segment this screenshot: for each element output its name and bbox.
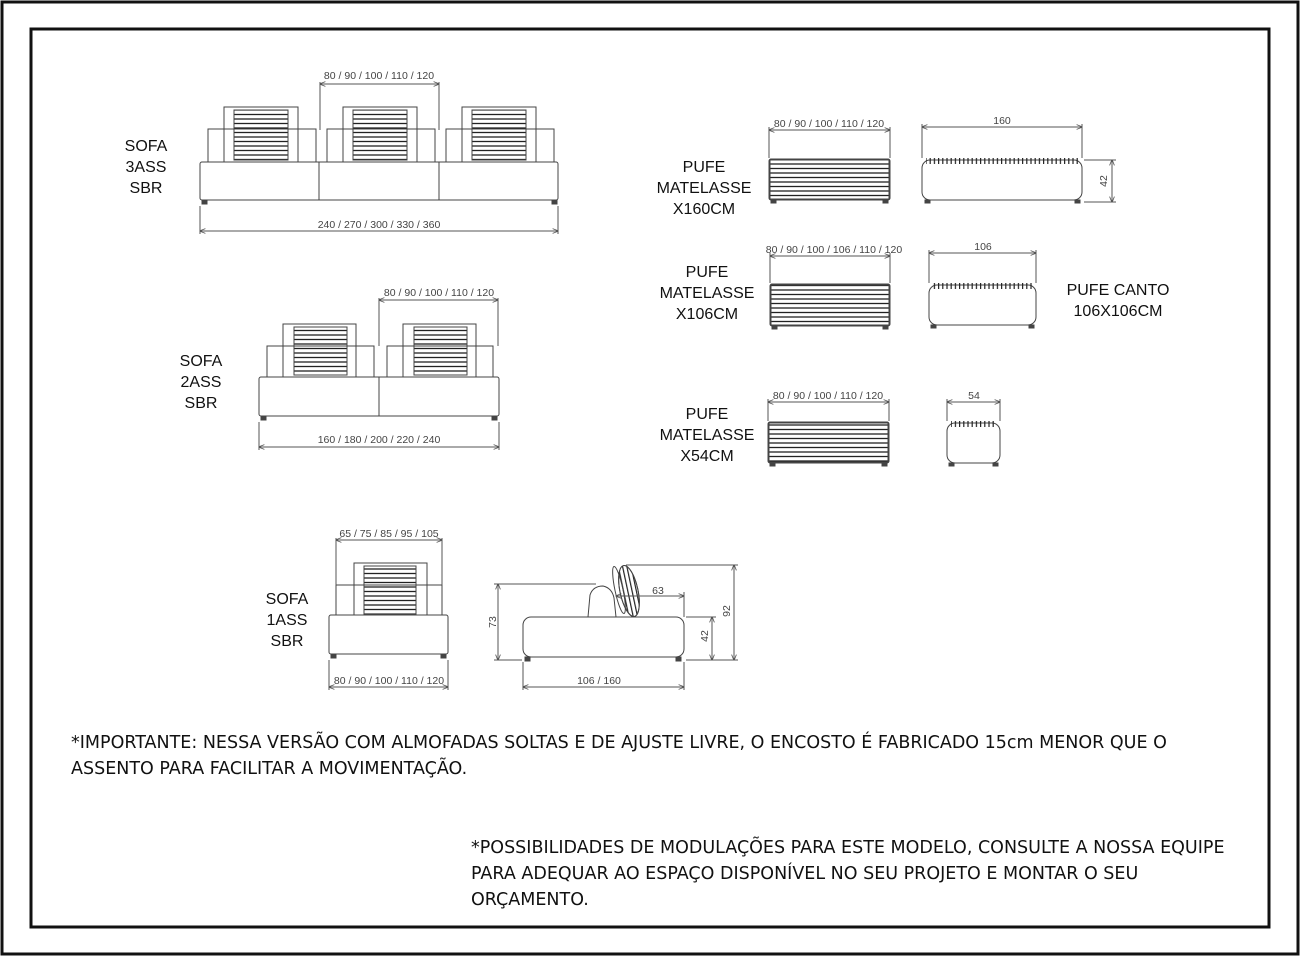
pufe-160-side-view xyxy=(922,158,1082,203)
sofa-2ass-total-dimension: 160 / 180 / 200 / 220 / 240 xyxy=(317,434,441,446)
pufe-canto-label-line-2: 106X106CM xyxy=(1073,303,1163,320)
sofa-side-view-drawing xyxy=(523,564,684,661)
pufe-54-label-line-3: X54CM xyxy=(680,448,734,465)
sofa-3ass-module-dimension: 80 / 90 / 100 / 110 / 120 xyxy=(323,70,435,82)
pufe-106-top-view xyxy=(770,284,890,329)
sofa-1ass-label-line-1: SOFA xyxy=(265,591,309,608)
sofa-2ass-label-line-2: 2ASS xyxy=(180,374,222,391)
sofa-2ass-label-line-3: SBR xyxy=(184,395,218,412)
pufe-160-top-view xyxy=(769,159,890,203)
sofa-1ass-label-line-2: 1ASS xyxy=(266,612,308,629)
pufe-canto-side-view xyxy=(929,283,1036,328)
sofa-2ass-module-dimension: 80 / 90 / 100 / 110 / 120 xyxy=(383,287,495,299)
sofa-side-view-dimensions xyxy=(494,565,738,690)
pufe-54-side-view xyxy=(947,421,1000,466)
pufe-160-side-dimension: 160 xyxy=(993,115,1011,127)
important-note: *IMPORTANTE: NESSA VERSÃO COM ALMOFADAS SOLTAS E DE AJUSTE LIVRE, O ENCOSTO É FABRICADO 15cm MENOR QUE O ASSENTO PARA FACILITAR A MOVIMENTAÇÃO. xyxy=(71,733,1167,779)
pufe-106-label-line-3: X106CM xyxy=(675,306,739,323)
sofa-2ass-label-line-1: SOFA xyxy=(179,353,223,370)
side-view-seat-height-dimension: 42 xyxy=(699,630,711,642)
side-view-total-height-dimension: 92 xyxy=(721,605,733,617)
sofa-3ass-label-line-1: SOFA xyxy=(124,138,168,155)
inner-frame xyxy=(31,29,1269,927)
pufe-106-side-dimension: 106 xyxy=(974,241,992,253)
pufe-160-label-line-2: MATELASSE xyxy=(656,180,752,197)
side-view-depth-dimension: 106 / 160 xyxy=(577,675,621,687)
pufe-160-label-line-1: PUFE xyxy=(682,159,726,176)
pufe-54-top-dimension: 80 / 90 / 100 / 110 / 120 xyxy=(772,390,884,402)
side-view-back-depth-dimension: 63 xyxy=(652,585,664,597)
pufe-106-label-line-2: MATELASSE xyxy=(659,285,755,302)
sofa-1ass-total-dimension: 80 / 90 / 100 / 110 / 120 xyxy=(333,675,445,687)
outer-frame xyxy=(2,2,1298,954)
sofa-3ass-drawing xyxy=(200,107,558,204)
modulation-note: *POSSIBILIDADES DE MODULAÇÕES PARA ESTE MODELO, CONSULTE A NOSSA EQUIPE PARA ADEQUAR AO ESPAÇO DISPONÍVEL NO SEU PROJETO E MONTAR O SEU ORÇAMENTO. xyxy=(471,838,1225,910)
sofa-1ass-module-dimension: 65 / 75 / 85 / 95 / 105 xyxy=(339,528,439,540)
sofa-1ass-drawing xyxy=(329,563,448,658)
sofa-3ass-label-line-2: 3ASS xyxy=(125,159,167,176)
side-view-back-height-dimension: 73 xyxy=(487,616,499,628)
sofa-1ass-label-line-3: SBR xyxy=(270,633,304,650)
pufe-106-top-dimension: 80 / 90 / 100 / 106 / 110 / 120 xyxy=(765,244,903,256)
pufe-54-label-line-1: PUFE xyxy=(685,406,729,423)
pufe-106-label-line-1: PUFE xyxy=(685,264,729,281)
sofa-3ass-total-dimension: 240 / 270 / 300 / 330 / 360 xyxy=(317,219,441,231)
sofa-3ass-label-line-3: SBR xyxy=(129,180,163,197)
pufe-54-dimensions xyxy=(768,399,1000,421)
pufe-160-label-line-3: X160CM xyxy=(672,201,736,218)
pufe-54-top-view xyxy=(768,422,889,466)
pufe-canto-label-line-1: PUFE CANTO xyxy=(1066,282,1170,299)
pufe-54-side-dimension: 54 xyxy=(968,390,980,402)
pufe-54-label-line-2: MATELASSE xyxy=(659,427,755,444)
pufe-160-top-dimension: 80 / 90 / 100 / 110 / 120 xyxy=(773,118,885,130)
pufe-160-height-dimension: 42 xyxy=(1098,175,1110,187)
